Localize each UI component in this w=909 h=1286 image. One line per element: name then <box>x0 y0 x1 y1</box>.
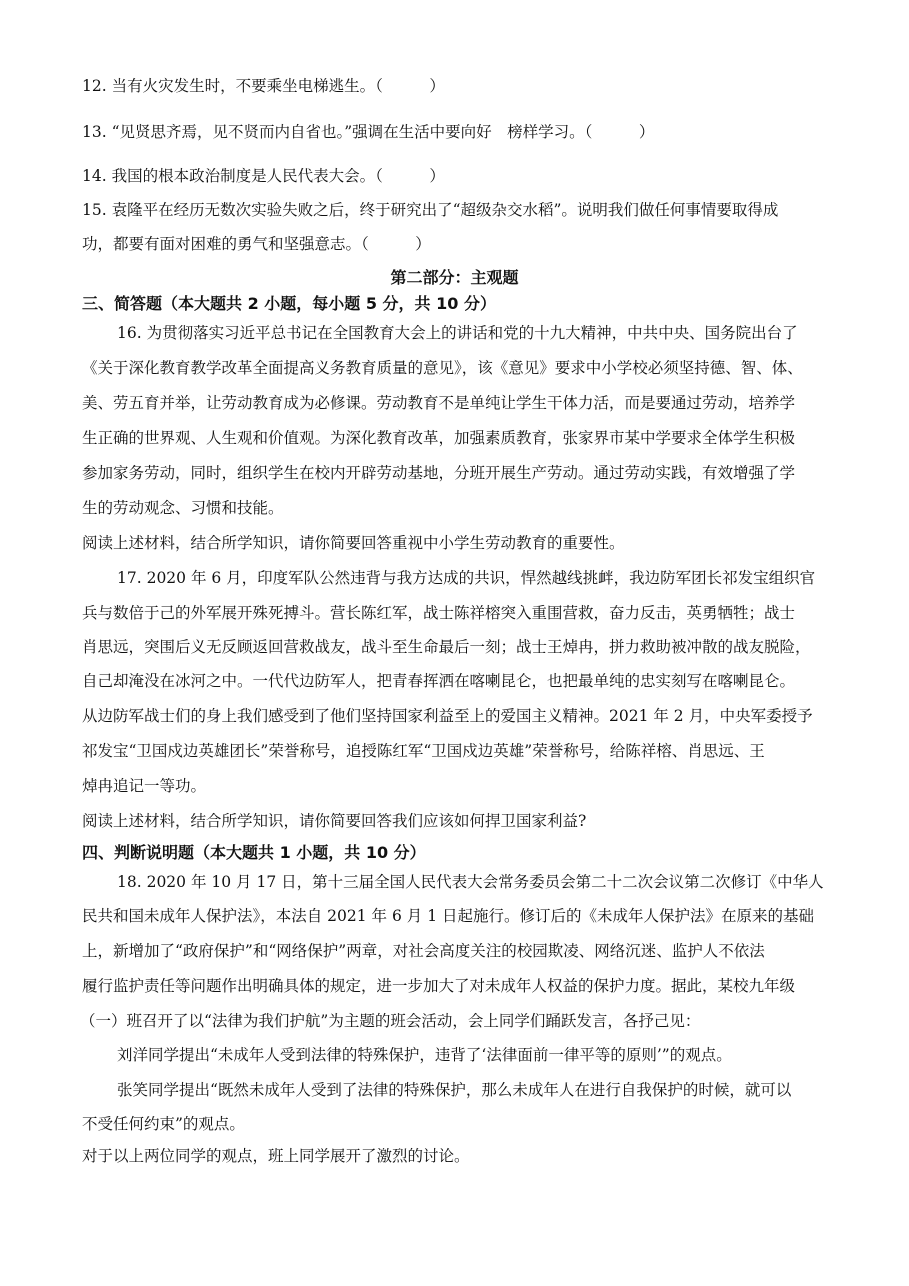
question-17-line: 从边防军战士们的身上我们感受到了他们坚持国家利益至上的爱国主义精神。2021 年 2 月，中央军委授予 <box>82 707 813 725</box>
question-16-prompt: 阅读上述材料，结合所学知识，请你简要回答重视中小学生劳动教育的重要性。 <box>82 534 625 552</box>
question-17-line: 祁发宝“卫国戍边英雄团长”荣誉称号，追授陈红军“卫国戍边英雄”荣誉称号，给陈祥榕、肖思远、王 <box>82 742 765 760</box>
part-2-title: 第二部分：主观题 <box>390 268 519 287</box>
section-3-title: 三、简答题（本大题共 2 小题，每小题 5 分，共 10 分） <box>82 294 496 313</box>
question-17-prompt: 阅读上述材料，结合所学知识，请你简要回答我们应该如何捍卫国家利益? <box>82 812 587 830</box>
question-18-line: 18. 2020 年 10 月 17 日，第十三届全国人民代表大会常务委员会第二十二次会议第二次修订《中华人 <box>117 873 824 891</box>
question-18-line: 民共和国未成年人保护法》，本法自 2021 年 6 月 1 日起施行。修订后的《未成年人保护法》在原来的基础 <box>82 907 814 925</box>
question-16-line: 美、劳五育并举，让劳动教育成为必修课。劳动教育不是单纯让学生干体力活，而是要通过劳动，培养学 <box>82 394 796 412</box>
question-16-line: 16. 为贯彻落实习近平总书记在全国教育大会上的讲话和党的十九大精神，中共中央、国务院出台了 <box>117 324 798 342</box>
question-17-line: 自己却淹没在冰河之中。一代代边防军人，把青春挥洒在喀喇昆仑，也把最单纯的忠实刻写在喀喇昆仑。 <box>82 672 796 690</box>
question-13: 13. “见贤思齐焉，见不贤而内自省也。”强调在生活中要向好 榜样学习。（ ） <box>82 123 655 141</box>
question-16-line: 参加家务劳动，同时，组织学生在校内开辟劳动基地，分班开展生产劳动。通过劳动实践，有效增强了学 <box>82 464 796 482</box>
question-18-liu-view: 刘洋同学提出“未成年人受到法律的特殊保护，违背了‘法律面前一律平等的原则’”的观点。 <box>117 1046 732 1064</box>
question-14: 14. 我国的根本政治制度是人民代表大会。（ ） <box>82 167 445 185</box>
question-17-line: 兵与数倍于己的外军展开殊死搏斗。营长陈红军，战士陈祥榕突入重围营救，奋力反击，英勇牺牲；战士 <box>82 604 796 622</box>
question-15-line-2: 功，都要有面对困难的勇气和坚强意志。（ ） <box>82 235 431 253</box>
question-18-line: 履行监护责任等问题作出明确具体的规定，进一步加大了对未成年人权益的保护力度。据此，某校九年级 <box>82 977 796 995</box>
question-18-zhang-view-cont: 不受任何约束”的观点。 <box>82 1115 245 1133</box>
question-17-line: 焯冉追记一等功。 <box>82 777 207 795</box>
question-17-line: 肖思远，突围后义无反顾返回营救战友，战斗至生命最后一刻；战士王焯冉，拼力救助被冲散的战友脱险， <box>82 638 811 656</box>
question-16-line: 生的劳动观念、习惯和技能。 <box>82 499 284 517</box>
question-18-closing: 对于以上两位同学的观点，班上同学展开了激烈的讨论。 <box>82 1147 470 1165</box>
question-12: 12. 当有火灾发生时，不要乘坐电梯逃生。（ ） <box>82 77 445 95</box>
section-4-title: 四、判断说明题（本大题共 1 小题，共 10 分） <box>82 843 426 862</box>
question-17-line: 17. 2020 年 6 月，印度军队公然违背与我方达成的共识，悍然越线挑衅，我边防军团长祁发宝组织官 <box>117 569 816 587</box>
question-16-line: 《关于深化教育教学改革全面提高义务教育质量的意见》，该《意见》要求中小学校必须坚持德、智、体、 <box>82 359 803 377</box>
question-18-line: （一）班召开了以“法律为我们护航”为主题的班会活动，会上同学们踊跃发言，各抒己见： <box>80 1012 701 1030</box>
question-18-line: 上，新增加了“政府保护”和“网络保护”两章，对社会高度关注的校园欺凌、网络沉迷、监护人不依法 <box>82 942 765 960</box>
question-16-line: 生正确的世界观、人生观和价值观。为深化教育改革，加强素质教育，张家界市某中学要求全体学生积极 <box>82 429 796 447</box>
question-18-zhang-view: 张笑同学提出“既然未成年人受到了法律的特殊保护，那么未成年人在进行自我保护的时候，就可以 <box>117 1081 792 1099</box>
question-15-line-1: 15. 袁隆平在经历无数次实验失败之后，终于研究出了“超级杂交水稻”。说明我们做任何事情要取得成 <box>82 201 779 219</box>
